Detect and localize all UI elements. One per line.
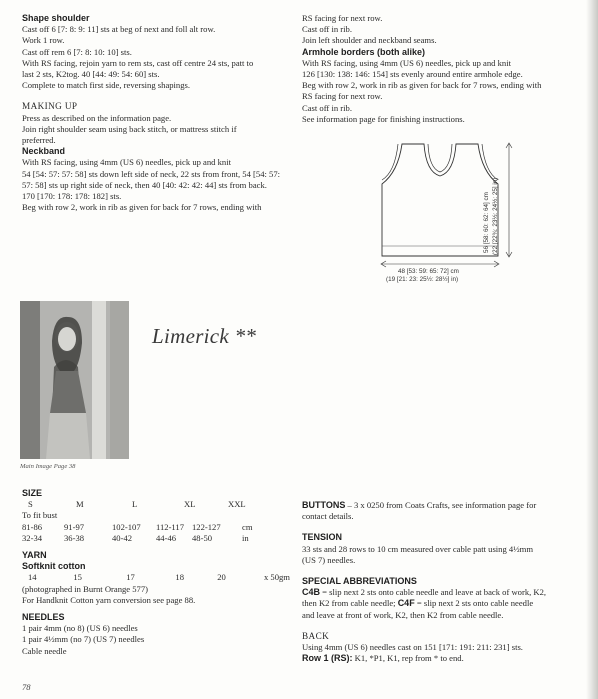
armhole-trim-left (382, 144, 398, 180)
size-l: L (132, 499, 138, 510)
table-cell: x 50gm (263, 572, 290, 583)
text-line: Cable needle (22, 645, 67, 656)
text-line: RS facing for next row. (302, 91, 383, 102)
text-line: Join right shoulder seam using back stitch, or mattress stitch if (22, 123, 237, 134)
armhole-trim-right (482, 144, 498, 180)
abbrev-line (302, 598, 576, 609)
text-line: 1 pair 4½mm (no 7) (US 7) needles (22, 634, 145, 645)
size-m: M (76, 499, 84, 510)
c4b-text: = slip next 2 sts onto cable needle and leave at back of work, K2, (320, 587, 547, 598)
text-line: (photographed in Burnt Orange 577) (22, 583, 149, 594)
row1-text: K1, *P1, K1, rep from * to end. (352, 653, 464, 664)
table-cell: 36-38 (64, 532, 85, 543)
text-line: For Handknit Cotton yarn conversion see page 88. (22, 594, 196, 605)
table-cell: 81-86 (22, 521, 43, 532)
left-top-column (22, 13, 290, 213)
vest-outline (382, 144, 498, 256)
back-heading: BACK (302, 630, 330, 641)
text-line: Press as described on the information page. (22, 112, 172, 123)
yarn-name: Softknit cotton (22, 561, 86, 572)
buttons-text: – 3 x 0250 from Coats Crafts, see information page for (345, 500, 537, 510)
photo-caption: Main Image Page 38 (20, 463, 76, 470)
text-line: Cast off in rib. (302, 24, 352, 35)
bust-cm-row (22, 522, 253, 533)
table-cell: 102-107 (112, 521, 141, 532)
right-top-column (302, 13, 574, 125)
text-line: Complete to match first side, reversing shapings. (22, 80, 191, 91)
text-line: Work 1 row. (22, 35, 65, 46)
table-cell: 48-50 (192, 532, 213, 543)
needles-heading: NEEDLES (22, 612, 65, 623)
page-number: 78 (22, 682, 31, 692)
neckband-trim (428, 144, 452, 172)
pattern-title: Limerick ** (152, 324, 257, 348)
text-line: Join left shoulder and neckband seams. (302, 35, 437, 46)
text-line: preferred. (22, 135, 56, 146)
text-line: 1 pair 4mm (no 8) (US 6) needles (22, 623, 138, 634)
making-up-heading: MAKING UP (22, 101, 78, 112)
text-line: (US 7) needles. (302, 554, 356, 565)
text-line: RS facing for next row. (302, 13, 383, 23)
bust-in-row (22, 533, 253, 544)
table-cell: 20 (217, 572, 226, 583)
to-fit-label: To fit bust (22, 510, 58, 521)
table-cell: 14 (28, 572, 37, 583)
table-cell: 40-42 (112, 532, 133, 543)
text-line: contact details. (302, 511, 354, 522)
size-table (22, 499, 268, 510)
text-line: 57: 58] sts up right side of neck, then 40 [40: 42: 42: 44] sts from back. (22, 179, 267, 190)
row1-line (302, 653, 576, 664)
width-label-in: (19 [21: 23: 25½: 28½] in) (386, 276, 459, 283)
yarn-qty-row (22, 572, 290, 583)
text-line: and leave at front of work, K2, then K2 from cable needle. (302, 609, 504, 620)
size-s: S (28, 499, 33, 510)
buttons-line (302, 500, 576, 511)
page-edge-shadow (586, 0, 598, 699)
bust-table (22, 522, 253, 544)
width-label: 48 [53: 59: 65: 72] cm (398, 268, 459, 275)
text-line: Beg with row 2, work in rib as given for back for 7 rows, ending with (22, 202, 262, 213)
table-cell: 18 (175, 572, 184, 583)
shape-shoulder-heading: Shape shoulder (22, 13, 90, 23)
special-abbreviations-heading: SPECIAL ABBREVIATIONS (302, 576, 417, 587)
text-line: Beg with row 2, work in rib as given for back for 7 rows, ending with (302, 80, 542, 91)
text-line: Cast off rem 6 [7: 8: 10: 10] sts. (22, 46, 132, 57)
vest-outline-diagram (372, 138, 522, 288)
table-cell: 15 (73, 572, 82, 583)
left-bottom-column (22, 488, 290, 657)
size-xxl: XXL (228, 499, 246, 510)
table-cell: 91-97 (64, 521, 85, 532)
abbrev-text: then K2 from cable needle; (302, 598, 398, 609)
height-label: 56 [58: 60: 62: 64] cm (483, 192, 490, 253)
yarn-table (22, 572, 290, 583)
text-line: Cast off in rib. (302, 102, 352, 113)
table-cell: 112-117 (156, 521, 185, 532)
text-line: 126 [130: 138: 146: 154] sts evenly around entire armhole edge. (302, 69, 523, 80)
text-line: With RS facing, rejoin yarn to rem sts, cast off centre 24 sts, patt to (22, 57, 254, 68)
text-line: last 2 sts, K2tog. 40 [44: 49: 54: 60] sts. (22, 69, 160, 80)
yarn-heading: YARN (22, 550, 47, 561)
size-heading: SIZE (22, 488, 43, 498)
tension-heading: TENSION (302, 532, 343, 543)
table-cell: 32-34 (22, 532, 43, 543)
table-cell: in (242, 532, 249, 543)
size-names-row (22, 499, 268, 510)
garment-schematic (372, 138, 522, 293)
text-line: With RS facing, using 4mm (US 6) needles, pick up and knit (302, 57, 511, 68)
right-bottom-column (302, 500, 576, 664)
text-line: 54 [54: 57: 57: 58] sts down left side of neck, 22 sts from front, 54 [54: 57: (22, 168, 281, 179)
table-cell: 122-127 (192, 521, 221, 532)
c4f-label: C4F (397, 598, 415, 609)
table-cell: cm (242, 521, 253, 532)
model-photo-image (20, 301, 129, 459)
row1-label: Row 1 (RS): (302, 653, 353, 664)
armhole-borders-heading: Armhole borders (both alike) (302, 46, 426, 57)
text-line: With RS facing, using 4mm (US 6) needles, pick up and knit (22, 157, 231, 168)
text-line: Using 4mm (US 6) needles cast on 151 [171: 191: 211: 231] sts. (302, 642, 523, 653)
size-xl: XL (184, 499, 196, 510)
neckband-heading: Neckband (22, 146, 66, 157)
text-line: Cast off 6 [7: 8: 9: 11] sts at beg of next and foll alt row. (22, 24, 216, 35)
c4f-text: = slip next 2 sts onto cable needle (414, 598, 534, 609)
table-cell: 17 (126, 572, 135, 583)
c4b-label: C4B (302, 587, 321, 598)
text-line: 170 [170: 178: 178: 182] sts. (22, 191, 122, 202)
height-label-in: (22 [22¾: 23½: 24½: 25] in) (492, 177, 499, 255)
text-line: See information page for finishing instructions. (302, 113, 465, 124)
text-line: 33 sts and 28 rows to 10 cm measured over cable patt using 4½mm (302, 543, 534, 554)
table-cell: 44-46 (156, 532, 177, 543)
buttons-label: BUTTONS (302, 500, 346, 510)
abbrev-line (302, 587, 576, 598)
model-photo (20, 301, 129, 459)
